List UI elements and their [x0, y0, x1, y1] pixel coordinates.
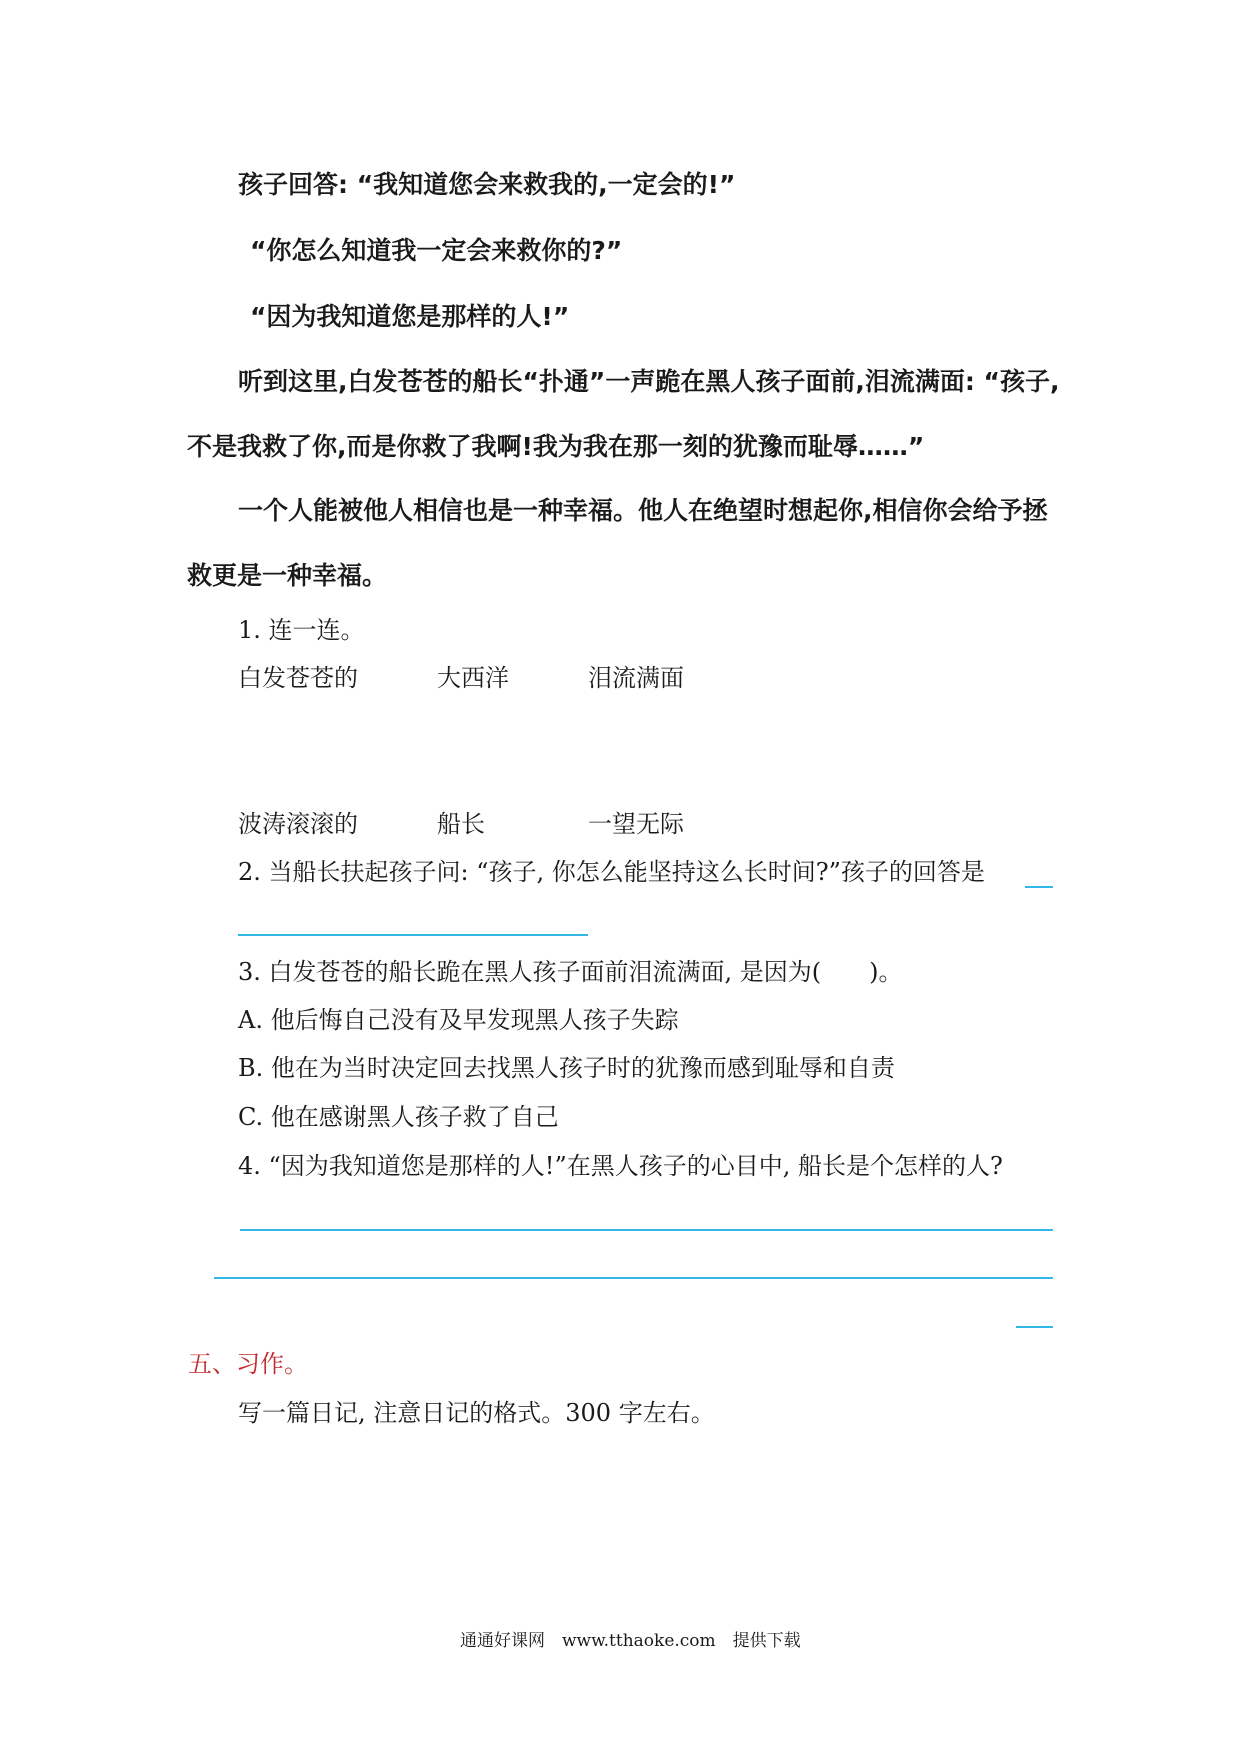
passage-paragraph-5-line-1: 一个人能被他人相信也是一种幸福。他人在绝望时想起你,相信你会给予拯: [238, 496, 1048, 525]
answer-line-q2[interactable]: [238, 934, 588, 936]
answer-line-q2-inline[interactable]: [1025, 886, 1053, 888]
footer-text: 通通好课网 www.tthaoke.com 提供下载: [460, 1631, 801, 1651]
question-2-prompt: 2. 当船长扶起孩子问: “孩子, 你怎么能坚持这么长时间?”孩子的回答是: [238, 858, 985, 886]
match-item-bottom-3: 一望无际: [588, 810, 684, 838]
question-4-prompt: 4. “因为我知道您是那样的人!”在黑人孩子的心目中, 船长是个怎样的人?: [238, 1152, 1003, 1180]
answer-line-q4-2[interactable]: [214, 1277, 1053, 1279]
match-item-top-3: 泪流满面: [588, 664, 684, 692]
passage-paragraph-2: “你怎么知道我一定会来救你的?”: [250, 236, 623, 265]
passage-paragraph-4-line-1: 听到这里,白发苍苍的船长“扑通”一声跪在黑人孩子面前,泪流满面: “孩子,: [238, 367, 1060, 396]
question-1-prompt: 1. 连一连。: [238, 616, 365, 644]
answer-line-q4-1[interactable]: [240, 1229, 1053, 1231]
match-item-top-2: 大西洋: [437, 664, 509, 692]
section-5-instruction: 写一篇日记, 注意日记的格式。300 字左右。: [238, 1399, 715, 1427]
answer-line-q4-3[interactable]: [1016, 1326, 1053, 1328]
question-3-prompt: 3. 白发苍苍的船长跪在黑人孩子面前泪流满面, 是因为( )。: [238, 958, 903, 986]
match-item-top-1: 白发苍苍的: [238, 664, 358, 692]
match-item-bottom-1: 波涛滚滚的: [238, 810, 358, 838]
passage-paragraph-4-line-2: 不是我救了你,而是你救了我啊!我为我在那一刻的犹豫而耻辱……”: [187, 432, 925, 461]
passage-paragraph-3: “因为我知道您是那样的人!”: [250, 302, 570, 331]
match-item-bottom-2: 船长: [437, 810, 485, 838]
question-3-option-a[interactable]: A. 他后悔自己没有及早发现黑人孩子失踪: [238, 1006, 679, 1034]
section-5-heading: 五、习作。: [188, 1350, 308, 1378]
passage-paragraph-5-line-2: 救更是一种幸福。: [187, 561, 388, 590]
question-3-option-b[interactable]: B. 他在为当时决定回去找黑人孩子时的犹豫而感到耻辱和自责: [238, 1054, 895, 1082]
question-3-option-c[interactable]: C. 他在感谢黑人孩子救了自己: [238, 1103, 559, 1131]
passage-paragraph-1: 孩子回答: “我知道您会来救我的,一定会的!”: [238, 170, 736, 199]
